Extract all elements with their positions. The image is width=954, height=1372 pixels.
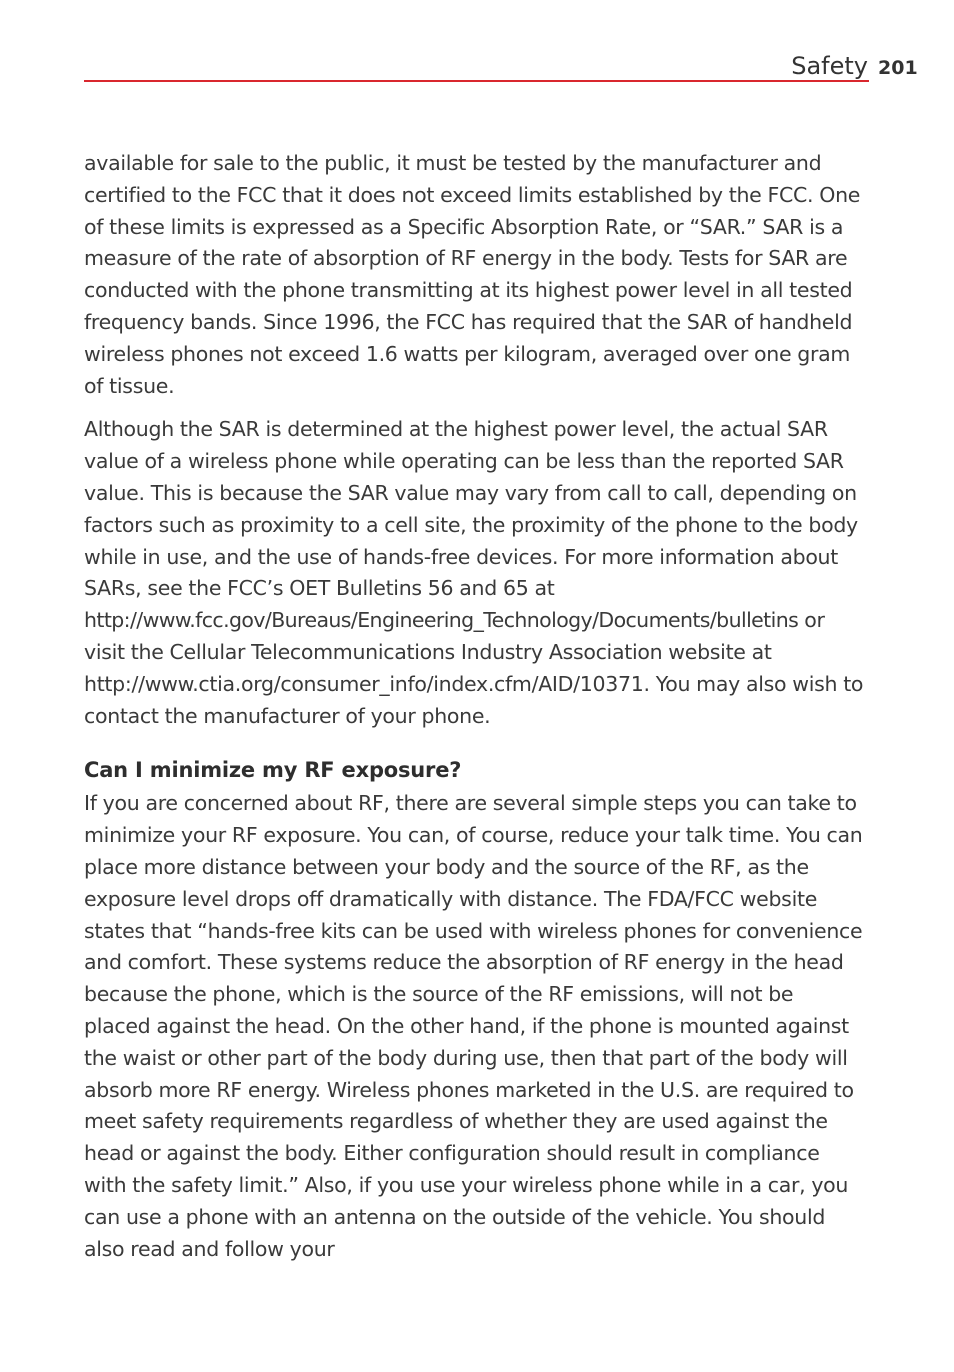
page-body xyxy=(84,148,864,1277)
page-header xyxy=(0,0,954,90)
paragraph-sar-value xyxy=(84,414,864,732)
section-title: Safety xyxy=(791,52,868,80)
page-number: 201 xyxy=(878,57,918,79)
paragraph-sar-value-text: Although the SAR is determined at the highest power level, the actual SAR value of a wireless phone while operating can be less than the reported SAR value. This is because the SAR value may vary from call to call, depending on factors such as proximity to a cell site, the proximity of the phone to the body while in use, and the use of hands-free devices. For more information about SARs, see the FCC’s OET Bulletins 56 and 65 at xyxy=(84,417,858,601)
fcc-bulletins-url: http://www.fcc.gov/Bureaus/Engineering_Technology/Documents/bulletins xyxy=(84,608,799,633)
header-divider xyxy=(84,80,869,82)
paragraph-sar-limits: available for sale to the public, it must be tested by the manufacturer and certified to the FCC that it does not exceed limits established by the FCC. One of these limits is expressed as a Specific Absorption Rate, or “SAR.” SAR is a measure of the rate of absorption of RF energy in the body. Tests for SAR are conducted with the phone transmitting at its highest power level in all tested frequency bands. Since 1996, the FCC has required that the SAR of handheld wireless phones not exceed 1.6 watts per kilogram, averaged over one gram of tissue. xyxy=(84,151,861,398)
section-heading-minimize-exposure: Can I minimize my RF exposure? xyxy=(84,758,462,783)
paragraph-sar-value-text-continued: or visit the Cellular Telecommunications Industry Association website at http://www.ctia.org/consumer_info/index.cfm/AID/10371. You may also wish to contact the manufacturer of your phone. xyxy=(84,608,864,728)
paragraph-minimize-exposure: If you are concerned about RF, there are several simple steps you can take to minimize your RF exposure. You can, of course, reduce your talk time. You can place more distance between your body and the source of the RF, as the exposure level drops off dramatically with distance. The FDA/FCC website states that “hands-free kits can be used with wireless phones for convenience and comfort. These systems reduce the absorption of RF energy in the head because the phone, which is the source of the RF emissions, will not be placed against the head. On the other hand, if the phone is mounted against the waist or other part of the body during use, then that part of the body will absorb more RF energy. Wireless phones marketed in the U.S. are required to meet safety requirements regardless of whether they are used against the head or against the body. Either configuration should result in compliance with the safety limit.” Also, if you use your wireless phone while in a car, you can use a phone with an antenna on the outside of the vehicle. You should also read and follow your xyxy=(84,791,863,1261)
